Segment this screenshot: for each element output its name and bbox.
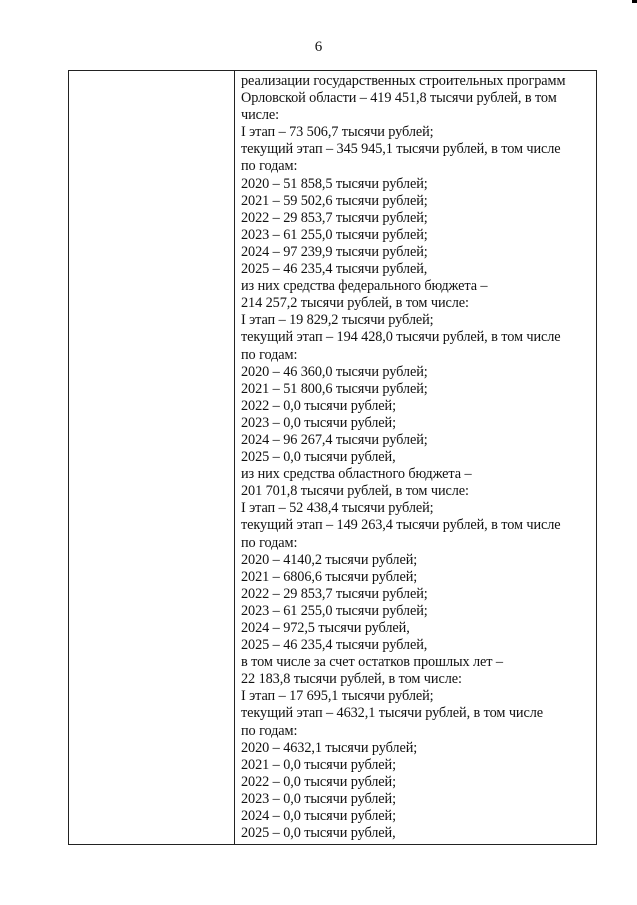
text-line: по годам: (241, 158, 298, 175)
text-line: по годам: (241, 534, 298, 551)
text-line: реализации государственных строительных программ (241, 73, 566, 89)
text-line: текущий этап – 194 428,0 тысячи рублей, в том числе (241, 329, 561, 346)
text-line: 2021 – 6806,6 тысячи рублей; (241, 568, 418, 585)
text-line: 2022 – 0,0 тысячи рублей; (241, 773, 396, 790)
text-line: 2023 – 61 255,0 тысячи рублей; (241, 602, 428, 619)
text-line: 214 257,2 тысячи рублей, в том числе: (241, 295, 469, 312)
text-line: 2025 – 46 235,4 тысячи рублей, (241, 261, 428, 278)
text-line: 2023 – 0,0 тысячи рублей; (241, 414, 396, 431)
text-line: Орловской области – 419 451,8 тысячи рублей, в том (241, 90, 557, 107)
text-line: 2022 – 29 853,7 тысячи рублей; (241, 209, 428, 226)
text-line: 2022 – 0,0 тысячи рублей; (241, 397, 396, 414)
text-line: 2023 – 0,0 тысячи рублей; (241, 790, 396, 807)
text-line: 2021 – 0,0 тысячи рублей; (241, 756, 396, 773)
funding-text-cell (241, 73, 596, 842)
text-line: 2022 – 29 853,7 тысячи рублей; (241, 585, 428, 602)
table-left-cell (69, 71, 235, 844)
text-line: из них средства федерального бюджета – (241, 278, 488, 295)
text-line: 2024 – 972,5 тысячи рублей, (241, 620, 410, 636)
text-line: 2021 – 51 800,6 тысячи рублей; (241, 380, 428, 397)
text-line: в том числе за счет остатков прошлых лет – (241, 654, 503, 671)
text-line: числе: (241, 107, 280, 124)
text-line: текущий этап – 345 945,1 тысячи рублей, в том числе (241, 141, 561, 158)
text-line: из них средства областного бюджета – (241, 466, 472, 483)
text-line: 2020 – 46 360,0 тысячи рублей; (241, 363, 428, 380)
text-line: 2025 – 46 235,4 тысячи рублей, (241, 637, 428, 654)
text-line: по годам: (241, 722, 298, 739)
text-line: 2021 – 59 502,6 тысячи рублей; (241, 192, 428, 209)
text-line: текущий этап – 4632,1 тысячи рублей, в том числе (241, 705, 543, 722)
text-line: текущий этап – 149 263,4 тысячи рублей, в том числе (241, 517, 561, 534)
text-line: 2024 – 0,0 тысячи рублей; (241, 808, 396, 825)
document-table (68, 70, 597, 845)
text-line: I этап – 52 438,4 тысячи рублей; (241, 500, 434, 517)
text-line: 2024 – 97 239,9 тысячи рублей; (241, 243, 428, 260)
text-line: 2023 – 61 255,0 тысячи рублей; (241, 226, 428, 243)
text-line: 2020 – 4140,2 тысячи рублей; (241, 551, 418, 568)
text-line: 2020 – 4632,1 тысячи рублей; (241, 739, 418, 756)
text-line: I этап – 17 695,1 тысячи рублей; (241, 688, 434, 705)
text-line: 22 183,8 тысячи рублей, в том числе: (241, 671, 462, 688)
page-number: 6 (314, 39, 323, 55)
text-line: 2024 – 96 267,4 тысячи рублей; (241, 431, 428, 448)
scan-corner-mark (632, 0, 637, 3)
text-line: I этап – 19 829,2 тысячи рублей; (241, 312, 434, 329)
text-line: 2025 – 0,0 тысячи рублей, (241, 825, 396, 842)
text-line: 2020 – 51 858,5 тысячи рублей; (241, 175, 428, 192)
text-line: I этап – 73 506,7 тысячи рублей; (241, 124, 434, 141)
text-line: 2025 – 0,0 тысячи рублей, (241, 449, 396, 466)
text-line: 201 701,8 тысячи рублей, в том числе: (241, 483, 469, 500)
text-line: по годам: (241, 346, 298, 363)
